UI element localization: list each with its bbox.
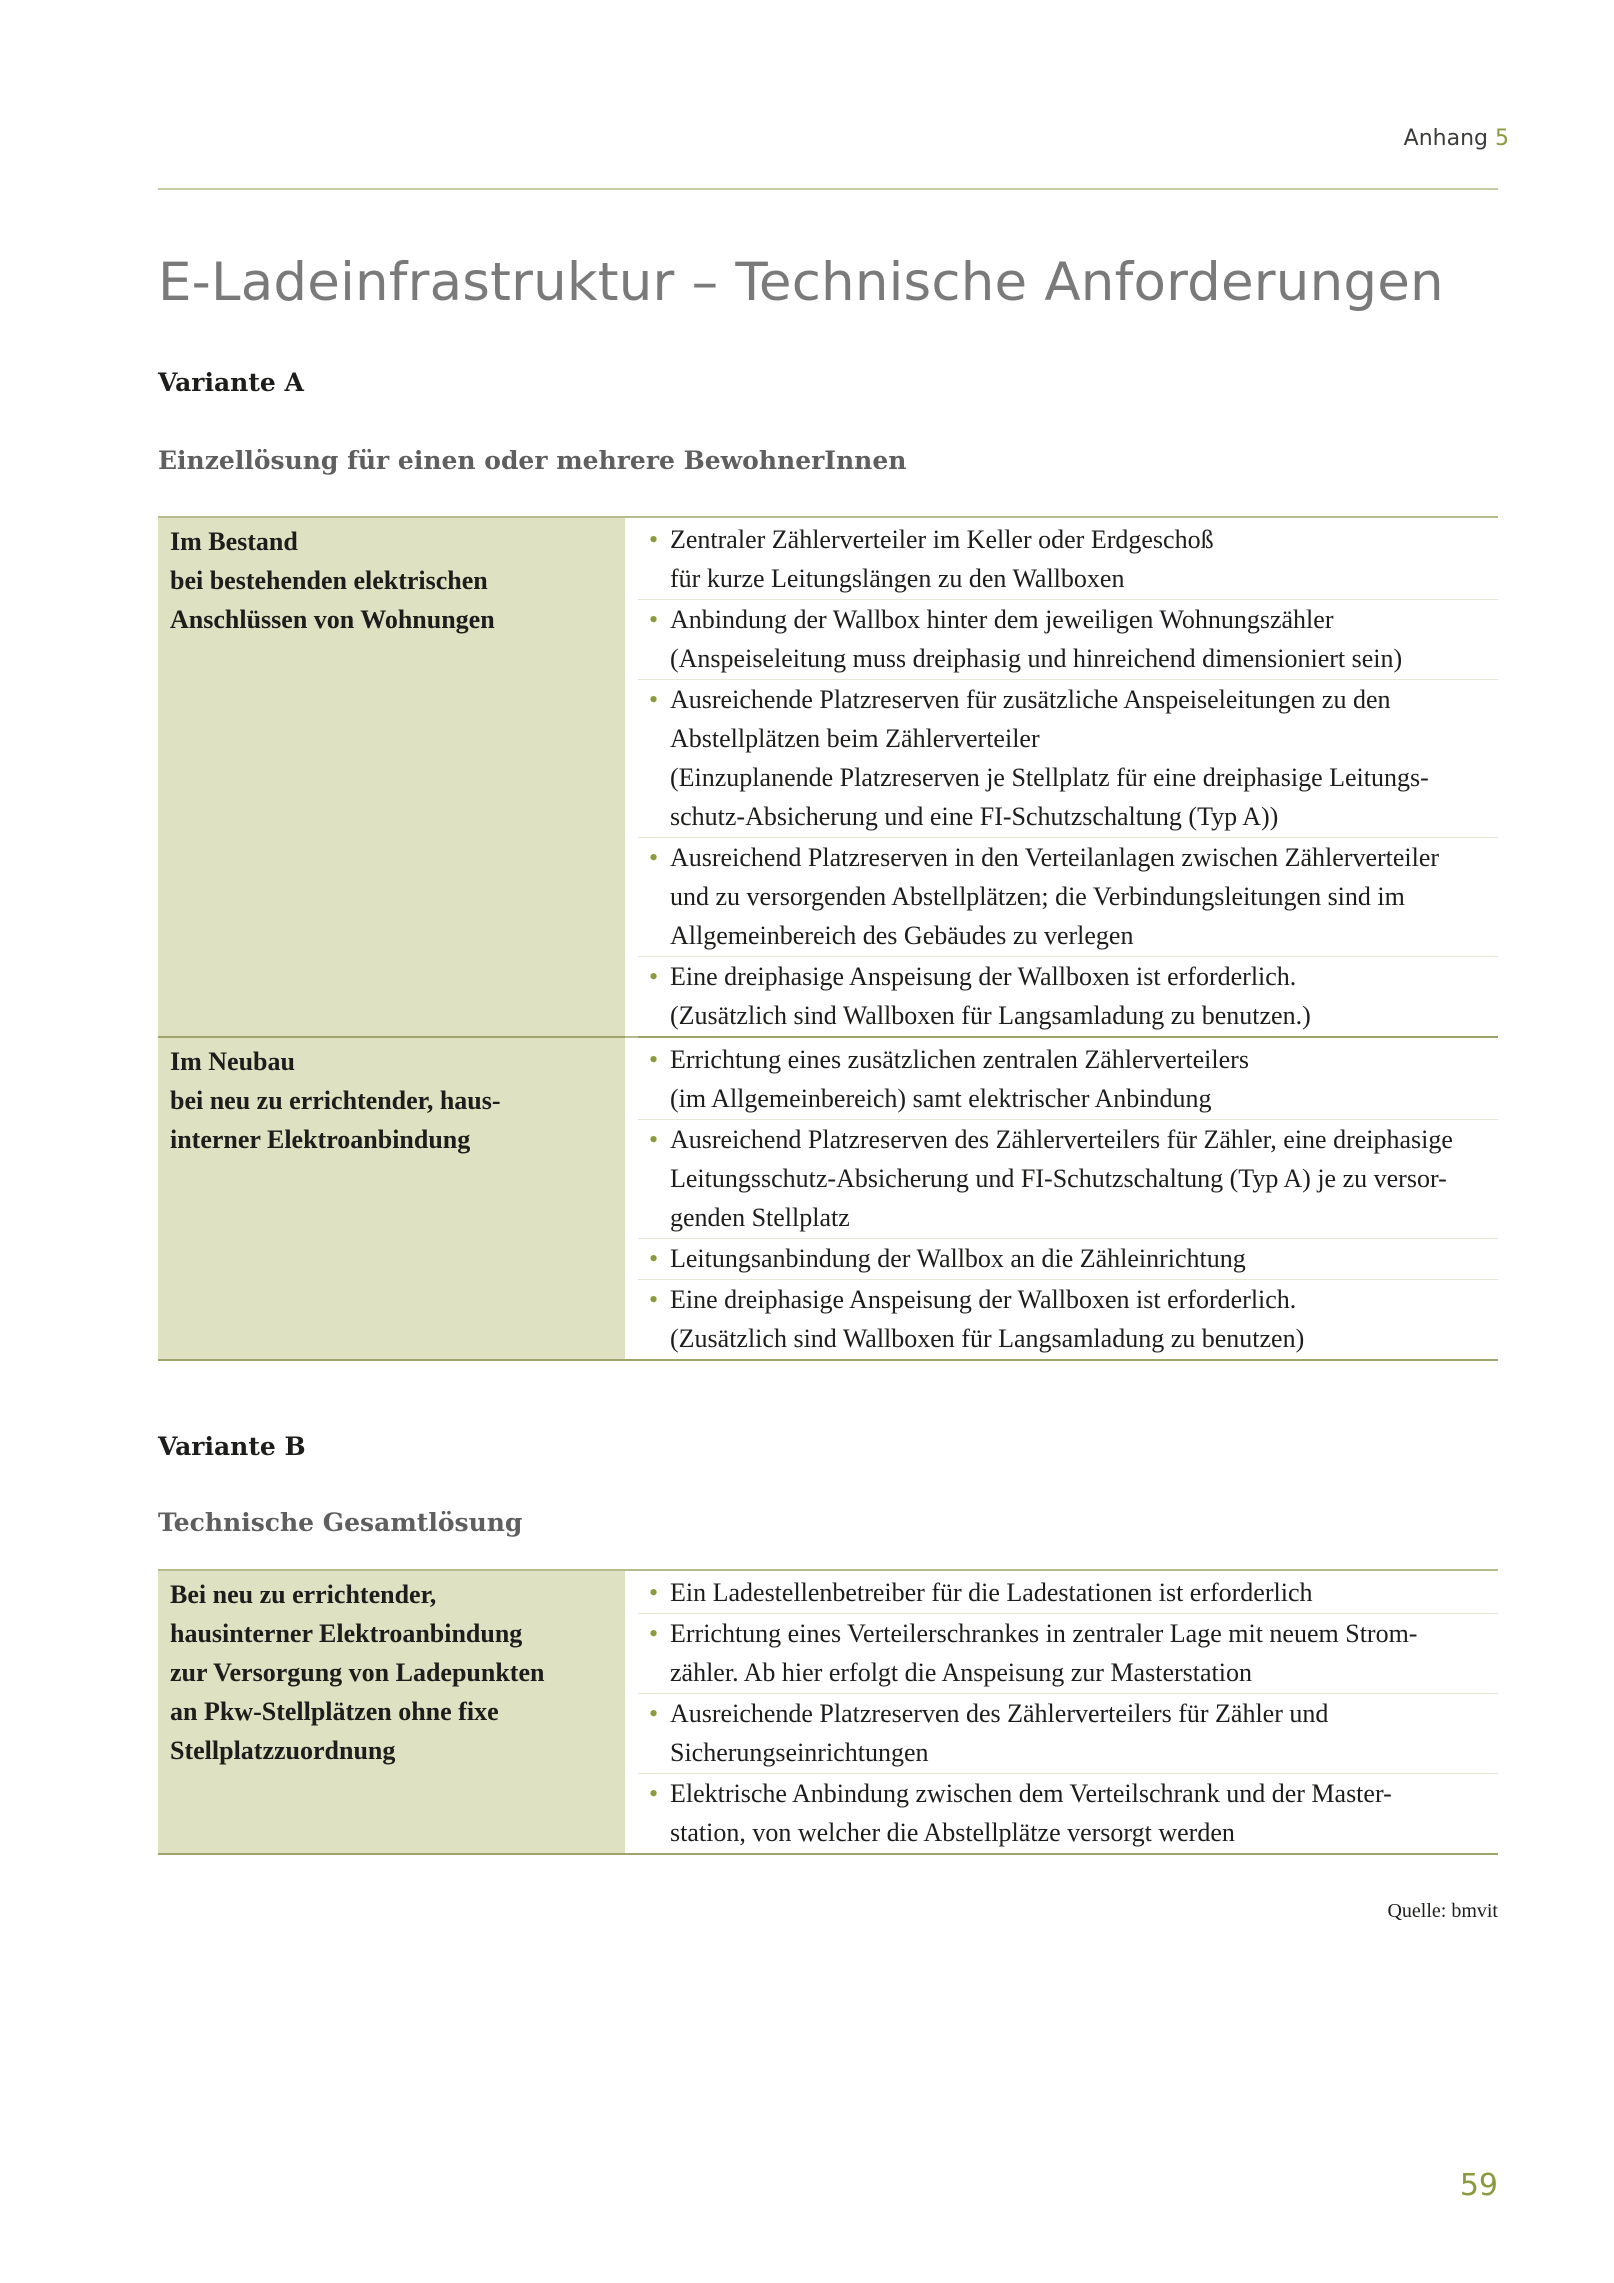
row-heading-line: an Pkw-Stellplätzen ohne fixe (170, 1697, 499, 1726)
row-heading-cell (158, 517, 625, 1037)
bullet-icon: • (649, 1578, 659, 1607)
list-item-line: für kurze Leitungslängen zu den Wallboxen (670, 564, 1125, 593)
list-item-line: Elektrische Anbindung zwischen dem Verteilschrank und der Master- (670, 1779, 1392, 1808)
list-item-line: (Zusätzlich sind Wallboxen für Langsamladung zu benutzen.) (670, 1001, 1311, 1030)
variant-b-subtitle: Technische Gesamtlösung (158, 1508, 523, 1537)
requirements-list (638, 1040, 1498, 1359)
list-item-line: Ausreichende Platzreserven des Zählerverteilers für Zähler und (670, 1699, 1329, 1728)
variant-b-label: Variante B (158, 1432, 306, 1461)
list-item (638, 1774, 1498, 1853)
column-gap (625, 517, 638, 1037)
header-number: 5 (1495, 126, 1509, 151)
list-item-line: (Einzuplanende Platzreserven je Stellplatz für eine dreiphasige Leitungs- (670, 763, 1429, 792)
bullet-icon: • (649, 1125, 659, 1154)
bullet-icon: • (649, 962, 659, 991)
list-item-line: genden Stellplatz (670, 1203, 850, 1232)
row-heading-line: Bei neu zu errichtender, (170, 1580, 437, 1609)
list-item-line: schutz-Absicherung und eine FI-Schutzschaltung (Typ A)) (670, 802, 1279, 831)
list-item-line: (Zusätzlich sind Wallboxen für Langsamladung zu benutzen) (670, 1324, 1305, 1353)
list-item (638, 838, 1498, 957)
list-item (638, 1614, 1498, 1694)
list-item (638, 957, 1498, 1036)
list-item-line: Ausreichend Platzreserven in den Verteilanlagen zwischen Zählerverteiler (670, 843, 1440, 872)
requirements-list (638, 1573, 1498, 1853)
variant-b-table (158, 1569, 1498, 1855)
row-heading-cell (158, 1570, 625, 1854)
list-item-line: (im Allgemeinbereich) samt elektrischer Anbindung (670, 1084, 1212, 1113)
requirements-cell (638, 1570, 1498, 1854)
list-item-line: Ausreichende Platzreserven für zusätzliche Anspeiseleitungen zu den (670, 685, 1391, 714)
row-heading-line: Stellplatzzuordnung (170, 1736, 396, 1765)
variant-a-subtitle: Einzellösung für einen oder mehrere BewohnerInnen (158, 446, 907, 475)
variant-a-label: Variante A (158, 368, 304, 397)
bullet-icon: • (649, 843, 659, 872)
table-row (158, 1570, 1498, 1854)
list-item-line: Leitungsanbindung der Wallbox an die Zähleinrichtung (670, 1244, 1246, 1273)
bullet-icon: • (649, 1699, 659, 1728)
list-item-line: Errichtung eines Verteilerschrankes in zentraler Lage mit neuem Strom- (670, 1619, 1418, 1648)
header-label: Anhang (1403, 126, 1488, 151)
list-item-line: Abstellplätzen beim Zählerverteiler (670, 724, 1040, 753)
list-item-line: station, von welcher die Abstellplätze versorgt werden (670, 1818, 1235, 1847)
list-item (638, 1694, 1498, 1774)
list-item (638, 1280, 1498, 1359)
bullet-icon: • (649, 1045, 659, 1074)
list-item-line: Leitungsschutz-Absicherung und FI-Schutzschaltung (Typ A) je zu versor- (670, 1164, 1447, 1193)
list-item (638, 680, 1498, 838)
list-item-line: Eine dreiphasige Anspeisung der Wallboxen ist erforderlich. (670, 962, 1297, 991)
variant-a-table (158, 516, 1498, 1361)
list-item-line: Sicherungseinrichtungen (670, 1738, 929, 1767)
table-row (158, 1037, 1498, 1360)
requirements-cell (638, 1037, 1498, 1360)
row-heading-line: bei neu zu errichtender, haus- (170, 1086, 501, 1115)
list-item-line: und zu versorgenden Abstellplätzen; die Verbindungsleitungen sind im (670, 882, 1405, 911)
bullet-icon: • (649, 685, 659, 714)
row-heading-line: Anschlüssen von Wohnungen (170, 605, 495, 634)
list-item (638, 600, 1498, 680)
page-title: E-Ladeinfrastruktur – Technische Anforderungen (158, 252, 1444, 313)
row-heading-line: bei bestehenden elektrischen (170, 566, 488, 595)
list-item (638, 1040, 1498, 1120)
bullet-icon: • (649, 525, 659, 554)
bullet-icon: • (649, 1285, 659, 1314)
row-heading-cell (158, 1037, 625, 1360)
list-item-line: (Anspeiseleitung muss dreiphasig und hinreichend dimensioniert sein) (670, 644, 1403, 673)
bullet-icon: • (649, 1619, 659, 1648)
list-item (638, 520, 1498, 600)
page-number: 59 (1459, 2168, 1498, 2203)
list-item (638, 1120, 1498, 1239)
list-item-line: zähler. Ab hier erfolgt die Anspeisung zur Masterstation (670, 1658, 1252, 1687)
list-item-line: Ausreichend Platzreserven des Zählerverteilers für Zähler, eine dreiphasige (670, 1125, 1453, 1154)
column-gap (625, 1570, 638, 1854)
bullet-icon: • (649, 1779, 659, 1808)
requirements-list (638, 520, 1498, 1036)
list-item-line: Allgemeinbereich des Gebäudes zu verlegen (670, 921, 1134, 950)
bullet-icon: • (649, 1244, 659, 1273)
row-heading-line: zur Versorgung von Ladepunkten (170, 1658, 545, 1687)
list-item (638, 1239, 1498, 1280)
list-item (638, 1573, 1498, 1614)
bullet-icon: • (649, 605, 659, 634)
list-item-line: Zentraler Zählerverteiler im Keller oder Erdgeschoß (670, 525, 1214, 554)
requirements-cell (638, 517, 1498, 1037)
running-header (1404, 126, 1509, 151)
list-item-line: Anbindung der Wallbox hinter dem jeweiligen Wohnungszähler (670, 605, 1334, 634)
header-rule (158, 188, 1498, 190)
row-heading-line: interner Elektroanbindung (170, 1125, 471, 1154)
list-item-line: Eine dreiphasige Anspeisung der Wallboxen ist erforderlich. (670, 1285, 1297, 1314)
row-heading-line: Im Neubau (170, 1047, 295, 1076)
source-note: Quelle: bmvit (1387, 1900, 1498, 1922)
row-heading-line: hausinterner Elektroanbindung (170, 1619, 523, 1648)
list-item-line: Errichtung eines zusätzlichen zentralen Zählerverteilers (670, 1045, 1249, 1074)
row-heading-line: Im Bestand (170, 527, 298, 556)
column-gap (625, 1037, 638, 1360)
table-row (158, 517, 1498, 1037)
list-item-line: Ein Ladestellenbetreiber für die Ladestationen ist erforderlich (670, 1578, 1313, 1607)
